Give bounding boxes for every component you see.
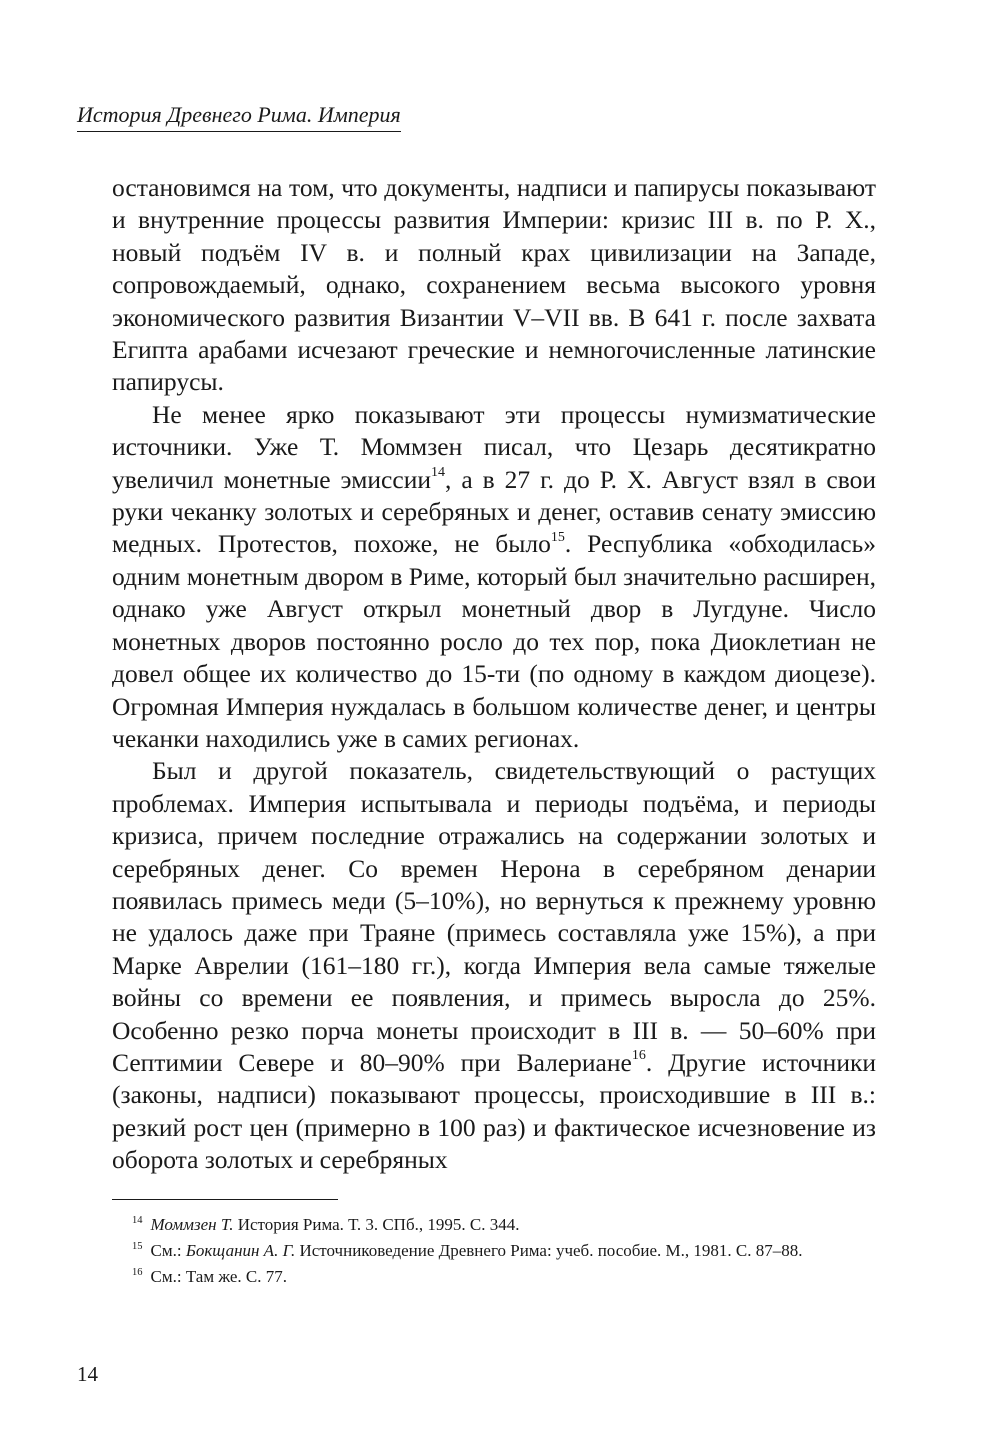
- paragraph-2-text-a: Не менее ярко показывают эти процессы нумизматические источники. Уже Т. Моммзен писал, что Цезарь десятикратно увеличил монетные эмиссии: [112, 399, 876, 494]
- footnote-number: 15: [132, 1241, 143, 1253]
- footnote-ref-15[interactable]: 15: [550, 529, 565, 545]
- footnote-divider: [112, 1199, 338, 1200]
- footnote-author: Моммзен Т.: [150, 1215, 234, 1234]
- running-head: История Древнего Рима. Империя: [77, 101, 401, 132]
- footnote-16: [112, 1264, 876, 1290]
- paragraph-3-text-b: . Другие источники (законы, надписи) показывают процессы, происходившие в III в.: резкий рост цен (примерно в 100 раз) и фактическое исчезновение из оборота золотых и серебряных: [112, 1047, 877, 1175]
- paragraph-3-text-a: Был и другой показатель, свидетельствующий о растущих проблемах. Империя испытывала и периоды подъёма, и периоды кризиса, причем последние отражались на содержании золотых и серебряных денег. Со времен Нерона в серебряном денарии появилась примесь меди (5–10%), но вернуться к прежнему уровню не удалось даже при Траяне (примесь составляла уже 15%), а при Марке Аврелии (161–180 гг.), когда Империя вела самые тяжелые войны со времени ее появления, и примесь выросла до 25%. Особенно резко порча монеты происходит в III в. — 50–60% при Септимии Севере и 80–90% при Валериане: [112, 756, 876, 1077]
- paragraph-2-text-b: , а в 27 г. до Р. Х. Август взял в свои руки чеканку золотых и серебряных и денег, оставив сенату эмиссию медных. Протестов, похоже, не было: [112, 464, 876, 559]
- footnote-15: [112, 1238, 876, 1264]
- footnote-14: [112, 1212, 876, 1238]
- footnote-ref-16[interactable]: 16: [631, 1048, 646, 1064]
- paragraph-3: [112, 755, 876, 1176]
- paragraph-1: остановимся на том, что документы, надписи и папирусы показывают и внутренние процессы развития Империи: кризис III в. по Р. Х., новый подъём IV в. и полный крах цивилизации на Западе, сопровождаемый, однако, сохранением весьма высокого уровня экономического развития Византии V–VII вв. В 641 г. после захвата Египта арабами исчезают греческие и немногочисленные латинские папирусы.: [112, 173, 876, 397]
- footnote-author: Бокщанин А. Г.: [185, 1241, 296, 1260]
- footnote-number: 14: [132, 1215, 143, 1227]
- paragraph-2: [112, 399, 876, 755]
- footnote-text: История Рима. Т. 3. СПб., 1995. С. 344.: [233, 1215, 520, 1234]
- footnote-prefix: См.: Там же. С. 77.: [150, 1267, 287, 1286]
- paragraph-2-text-c: . Республика «обходилась» одним монетным двором в Риме, который был значительно расширен, однако уже Август открыл монетный двор в Лугдуне. Число монетных дворов постоянно росло до тех пор, пока Диоклетиан не довел общее их количество до 15-ти (по одному в каждом диоцезе). Огромная Империя нуждалась в большом количестве денег, и центры чеканки находились уже в самих регионах.: [112, 529, 876, 753]
- main-text: [112, 172, 876, 1177]
- footnote-number: 16: [132, 1267, 143, 1279]
- footnotes: [112, 1212, 876, 1290]
- footnote-text: Источниковедение Древнего Рима: учеб. пособие. М., 1981. С. 87–88.: [295, 1241, 803, 1260]
- footnote-prefix: См.:: [150, 1241, 186, 1260]
- footnote-ref-14[interactable]: 14: [430, 465, 445, 481]
- page-number: 14: [77, 1362, 98, 1386]
